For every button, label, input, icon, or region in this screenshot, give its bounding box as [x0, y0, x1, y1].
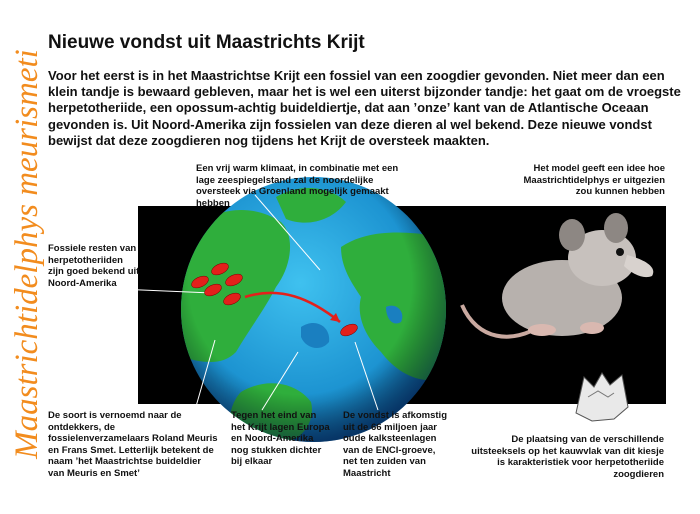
species-name-vertical-title: Maastrichtidelphys meurismeti	[9, 49, 45, 459]
fossil-tooth-image	[570, 367, 634, 425]
caption-continents: Tegen het eind van het Krijt lagen Europa en Noord-Amerika nog stukken dichter bij elkaar	[231, 410, 330, 467]
caption-climate: Een vrij warm klimaat, in combinatie met een lage zeespiegelstand zal de noordelijke oversteek via Groenland mogelijk gemaakt hebben	[196, 163, 399, 209]
caption-find-location: De vondst is afkomstig uit de 66 miljoen jaar oude kalksteenlagen van de ENCI-groeve, net ten zuiden van Maastricht	[343, 410, 447, 479]
opossum-model-image	[452, 210, 662, 350]
intro-paragraph: Voor het eerst is in het Maastrichtse Krijt een fossiel van een zoogdier gevonden. Niet meer dan een klein tandje is bewaard gebleven, maar het is wel een uiterst bijzonder tandje: het gaat om de vroegste herpetotheriide, een opossum-achtig buideldiertje, dat aan ’onze’ kant van de Atlantische Oceaan gevonden is. Uit Noord-Amerika zijn fossielen van deze dieren al wel bekend. Deze nieuwe vondst bewijst dat deze zoogdieren nog tijdens het Krijt de oversteek maakten.	[48, 68, 681, 148]
caption-model: Het model geeft een idee hoe Maastrichtidelphys er uitgezien zou kunnen hebben	[523, 163, 665, 197]
cretaceous-globe-map	[181, 177, 446, 442]
page-title: Nieuwe vondst uit Maastrichts Krijt	[48, 32, 365, 53]
caption-tooth-features: De plaatsing van de verschillende uitsteeksels op het kauwvlak van dit kiesje is karakteristiek voor herpetotheriide zoogdieren	[471, 434, 664, 480]
caption-north-america-fossils: Fossiele resten van herpetotheriiden zijn goed bekend uit Noord-Amerika	[48, 243, 140, 289]
caption-species-name-origin: De soort is vernoemd naar de ontdekkers, de fossielenverzamelaars Roland Meuris en Frans Smet. Letterlijk betekent de naam ’het Maastrichtse buideldier van Meuris en Smet’	[48, 410, 218, 479]
